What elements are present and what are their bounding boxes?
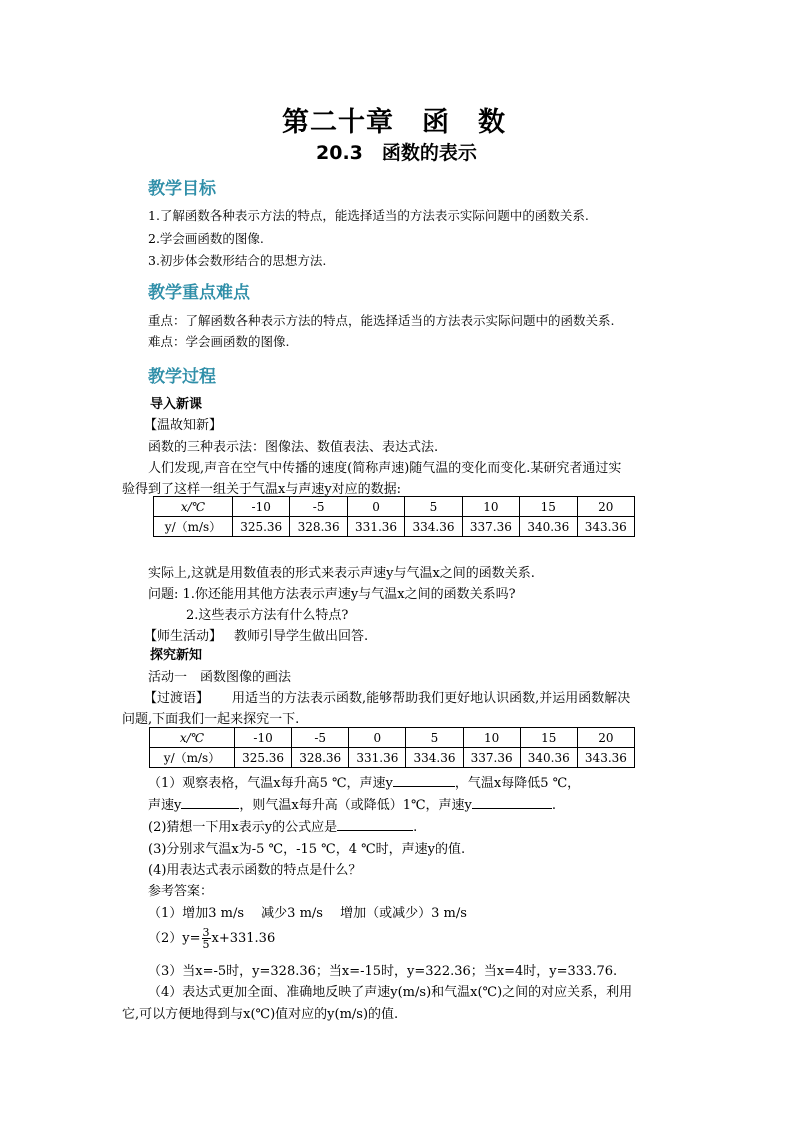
question-2: 2.这些表示方法有什么特点? [186,608,349,623]
table-cell: 20 [577,728,634,748]
intro-heading: 导入新课 [150,397,203,412]
question-line-2 [148,794,556,813]
review-text: 函数的三种表示法：图像法、数值表法、表达式法. [148,440,439,455]
data-table-1 [153,496,635,537]
table-cell: 15 [520,497,577,517]
table-row-x [150,728,635,748]
question-3: (3)分别求气温x为-5 ℃，-15 ℃，4 ℃时，声速y的值. [148,842,466,857]
table-cell: -10 [235,728,292,748]
key-points-heading: 教学重点难点 [148,283,250,303]
question-1-part-c: 声速y [148,798,182,813]
table-cell: 340.36 [520,748,577,768]
table-cell: 331.36 [349,748,406,768]
objectives-heading: 教学目标 [148,179,216,199]
table-cell: 10 [463,728,520,748]
answer-2 [148,924,275,954]
answer-blank [337,817,413,831]
process-heading: 教学过程 [148,367,216,387]
chapter-title: 第二十章 函 数 [282,107,506,138]
table-cell: 0 [347,497,404,517]
table-cell: 0 [349,728,406,748]
table-cell: 325.36 [235,748,292,768]
question-1-part-b: ，气温x每降低5 ℃， [454,776,581,791]
question-4: (4)用表达式表示函数的特点是什么？ [148,863,362,878]
paragraph-line-2: 验得到了这样一组关于气温x与声速y对应的数据: [122,482,402,497]
table-cell: 5 [405,497,462,517]
question-1-part-a: （1）观察表格，气温x每升高5 ℃，声速y [148,776,393,791]
paragraph-line-1: 人们发现,声音在空气中传播的速度(简称声速)随气温的变化而变化.某研究者通过实 [148,461,622,476]
answer-2-prefix: （2）y= [148,931,201,946]
question-2-part-a: (2)猜想一下用x表示y的公式应是 [148,820,338,835]
activity-text: 教师引导学生做出回答. [234,629,369,644]
table-cell: 337.36 [462,517,519,537]
question-line-3 [148,816,417,835]
fraction [202,927,211,950]
table-cell: 325.36 [233,517,290,537]
table-header-y: y/（m/s） [154,517,233,537]
difficulty-text: 难点：学会画函数的图像. [148,334,290,349]
table-cell: 343.36 [577,748,634,768]
answer-1: （1）增加3 m/s 减少3 m/s 增加（或减少）3 m/s [148,906,467,921]
question-1-part-d: ，则气温x每升高（或降低）1℃，声速y [239,798,472,813]
review-tag: 【温故知新】 [144,418,223,433]
table-cell: 10 [462,497,519,517]
activity-tag: 【师生活动】 [144,629,223,644]
table-cell: 328.36 [290,517,347,537]
table-cell: -5 [290,497,347,517]
answer-2-suffix: x+331.36 [211,931,276,946]
table-cell: 331.36 [347,517,404,537]
question-1-part-e: . [551,798,556,813]
answer-blank [181,795,239,809]
table-cell: 5 [406,728,463,748]
after-table-text: 实际上,这就是用数值表的形式来表示声速y与气温x之间的函数关系. [148,566,535,581]
objective-item-3: 3.初步体会数形结合的思想方法. [148,253,327,268]
transition-tag: 【过渡语】 [144,691,210,706]
answer-4-line-1: （4）表达式更加全面、准确地反映了声速y(m/s)和气温x(℃)之间的对应关系，利用 [148,985,633,1000]
question-line-1 [148,772,580,791]
transition-line-2: 问题,下面我们一起来探究一下. [122,712,300,727]
table-row-y [154,517,635,537]
data-table-2 [149,727,635,768]
table-cell: 337.36 [463,748,520,768]
table-cell: 328.36 [292,748,349,768]
question-2-part-b: . [413,820,418,835]
objective-item-1: 1.了解函数各种表示方法的特点，能选择适当的方法表示实际问题中的函数关系. [148,208,589,223]
answer-label: 参考答案： [148,884,214,899]
answer-3: （3）当x=-5时，y=328.36；当x=-15时，y=322.36；当x=4时，y=333.76. [148,964,618,979]
table-row-y [150,748,635,768]
table-cell: 343.36 [577,517,634,537]
question-1: 问题: 1.你还能用其他方法表示声速y与气温x之间的函数关系吗? [148,587,516,602]
table-cell: -10 [233,497,290,517]
fraction-denominator: 5 [202,938,210,951]
table-header-y: y/（m/s） [150,748,235,768]
key-point-text: 重点：了解函数各种表示方法的特点，能选择适当的方法表示实际问题中的函数关系. [148,313,615,328]
table-header-x: x/℃ [150,728,235,748]
answer-blank [393,773,455,787]
fraction-numerator: 3 [202,926,210,939]
table-row-x [154,497,635,517]
objective-item-2: 2.学会画函数的图像. [148,231,264,246]
table-header-x: x/℃ [154,497,233,517]
table-cell: 334.36 [405,517,462,537]
table-cell: -5 [292,728,349,748]
answer-4-line-2: 它,可以方便地得到与x(℃)值对应的y(m/s)的值. [122,1007,399,1022]
table-cell: 334.36 [406,748,463,768]
transition-line-1: 用适当的方法表示函数,能够帮助我们更好地认识函数,并运用函数解决 [232,691,631,706]
answer-blank [472,795,552,809]
table-cell: 15 [520,728,577,748]
activity-one: 活动一 函数图像的画法 [148,670,292,685]
explore-heading: 探究新知 [150,648,203,663]
lesson-title: 20.3 函数的表示 [316,142,477,164]
table-cell: 340.36 [520,517,577,537]
table-cell: 20 [577,497,634,517]
